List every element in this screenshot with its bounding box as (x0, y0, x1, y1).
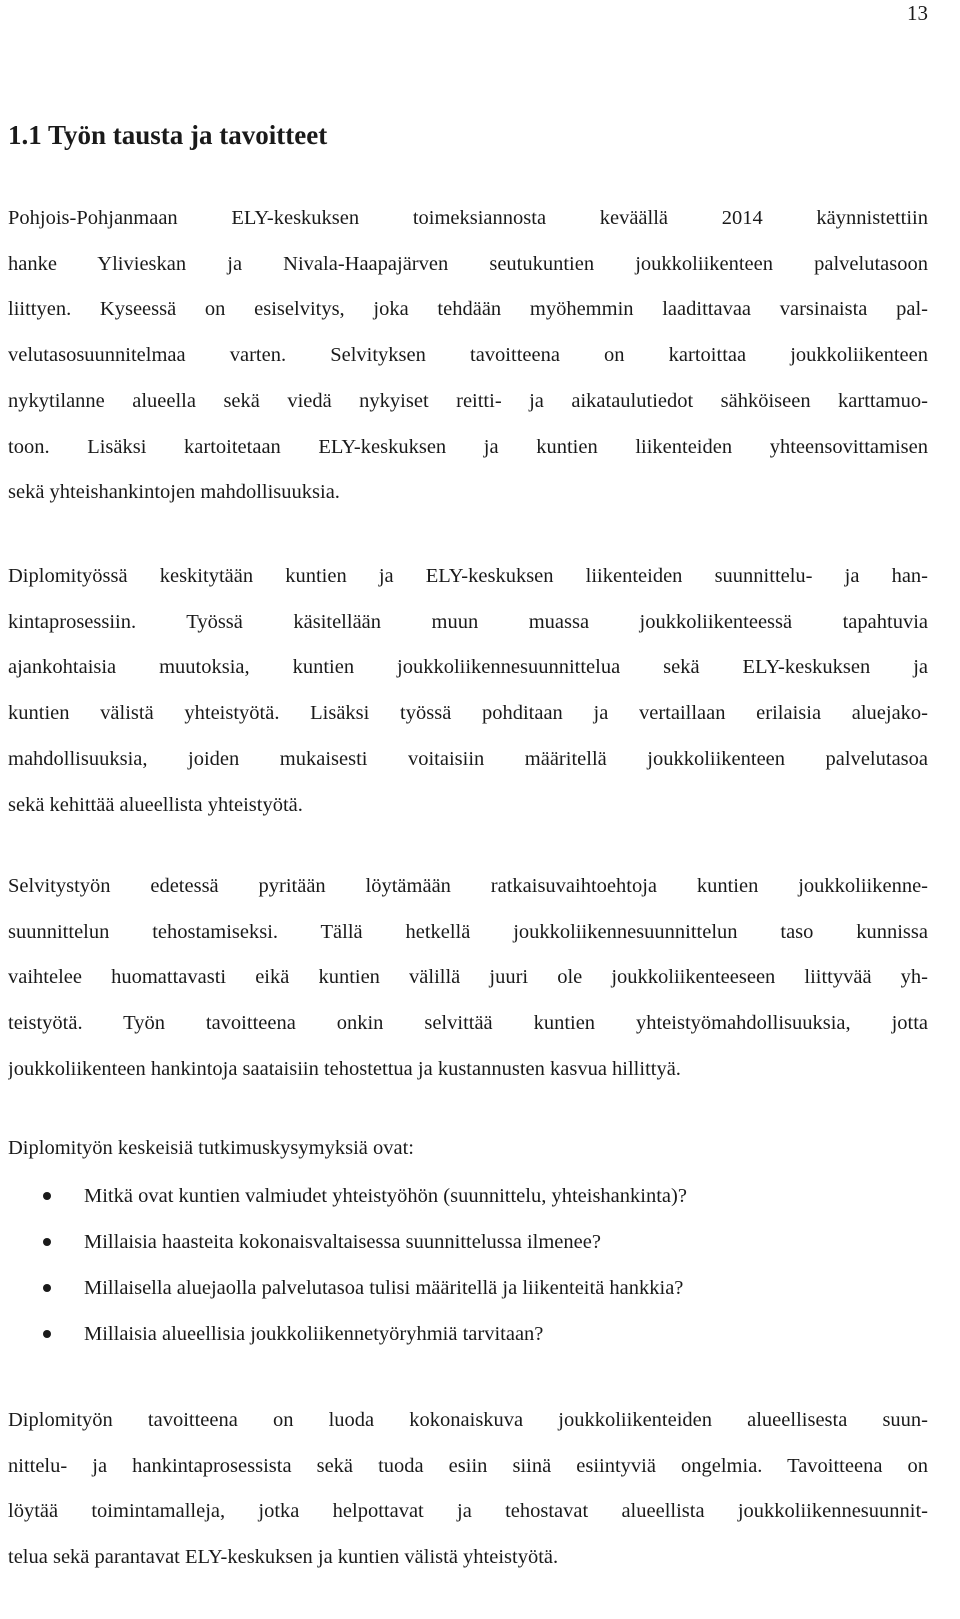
text-line: ajankohtaisia muutoksia, kuntien joukkoliikennesuunnittelua sekä ELY-keskuksen ja (8, 656, 928, 679)
text-line: toon. Lisäksi kartoitetaan ELY-keskuksen ja kuntien liikenteiden yhteensovittamisen (8, 435, 928, 458)
list-item-text: Millaisia alueellisia joukkoliikennetyöryhmiä tarvitaan? (84, 1323, 544, 1345)
text-line: Selvitystyön edetessä pyritään löytämään ratkaisuvaihtoehtoja kuntien joukkoliikenne- (8, 875, 928, 897)
bullet-icon (43, 1192, 51, 1200)
page-number: 13 (907, 1, 928, 25)
text-line: sekä yhteishankintojen mahdollisuuksia. (8, 481, 340, 504)
list-item-text: Mitkä ovat kuntien valmiudet yhteistyöhön (suunnittelu, yhteishankinta)? (84, 1185, 687, 1207)
text-line: nittelu- ja hankintaprosessista sekä tuoda esiin siinä esiintyviä ongelmia. Tavoitteena on (8, 1454, 928, 1477)
text-line: joukkoliikenteen hankintoja saataisiin tehostettua ja kustannusten kasvua hillittyä. (8, 1057, 681, 1080)
list-item-text: Millaisella aluejaolla palvelutasoa tulisi määritellä ja liikenteitä hankkia? (84, 1277, 684, 1299)
text-line: Pohjois-Pohjanmaan ELY-keskuksen toimeksiannosta keväällä 2014 käynnistettiin (8, 207, 928, 229)
text-line: vaihtelee huomattavasti eikä kuntien välillä juuri ole joukkoliikenteeseen liittyvää yh- (8, 966, 928, 989)
paragraph-goal (8, 864, 928, 1093)
text-line: velutasosuunnitelmaa varten. Selvityksen tavoitteena on kartoittaa joukkoliikenteen (8, 344, 928, 367)
text-line: liittyen. Kyseessä on esiselvitys, joka tehdään myöhemmin laadittavaa varsinaista pal- (8, 298, 928, 321)
text-line: teistyötä. Työn tavoitteena onkin selvittää kuntien yhteistyömahdollisuuksia, jotta (8, 1012, 928, 1035)
list-item (8, 1173, 687, 1219)
text-line: löytää toimintamalleja, jotka helpottavat ja tehostavat alueellista joukkoliikennesuunnit- (8, 1500, 928, 1523)
text-line: Diplomityön keskeisiä tutkimuskysymyksiä ovat: (8, 1137, 414, 1159)
paragraph-objective (8, 1398, 928, 1581)
bullet-icon (43, 1330, 51, 1338)
bullet-icon (43, 1238, 51, 1246)
paragraph-questions-intro (8, 1126, 928, 1172)
text-line: Diplomityön tavoitteena on luoda kokonaiskuva joukkoliikenteiden alueellisesta suun- (8, 1409, 928, 1431)
paragraph-focus (8, 554, 928, 828)
bullet-icon (43, 1284, 51, 1292)
section-heading: 1.1 Työn tausta ja tavoitteet (8, 120, 328, 150)
text-line: nykytilanne alueella sekä viedä nykyiset reitti- ja aikataulutiedot sähköiseen karttamuo- (8, 389, 928, 412)
text-line: hanke Ylivieskan ja Nivala-Haapajärven seutukuntien joukkoliikenteen palvelutasoon (8, 252, 928, 275)
text-line: suunnittelun tehostamiseksi. Tällä hetkellä joukkoliikennesuunnittelun taso kunnissa (8, 920, 928, 943)
text-line: sekä kehittää alueellista yhteistyötä. (8, 793, 303, 816)
text-line: telua sekä parantavat ELY-keskuksen ja kuntien välistä yhteistyötä. (8, 1546, 559, 1569)
text-line: Diplomityössä keskitytään kuntien ja ELY-keskuksen liikenteiden suunnittelu- ja han- (8, 565, 928, 587)
text-line: mahdollisuuksia, joiden mukaisesti voitaisiin määritellä joukkoliikenteen palvelutasoa (8, 747, 928, 770)
list-item-text: Millaisia haasteita kokonaisvaltaisessa suunnittelussa ilmenee? (84, 1231, 601, 1253)
list-item (8, 1265, 687, 1311)
paragraph-background (8, 196, 928, 516)
list-item (8, 1219, 687, 1265)
text-line: kintaprosessiin. Työssä käsitellään muun muassa joukkoliikenteessä tapahtuvia (8, 610, 928, 633)
list-item (8, 1311, 687, 1357)
research-questions-list (8, 1173, 687, 1357)
text-line: kuntien välistä yhteistyötä. Lisäksi työssä pohditaan ja vertaillaan erilaisia aluejako- (8, 702, 928, 725)
